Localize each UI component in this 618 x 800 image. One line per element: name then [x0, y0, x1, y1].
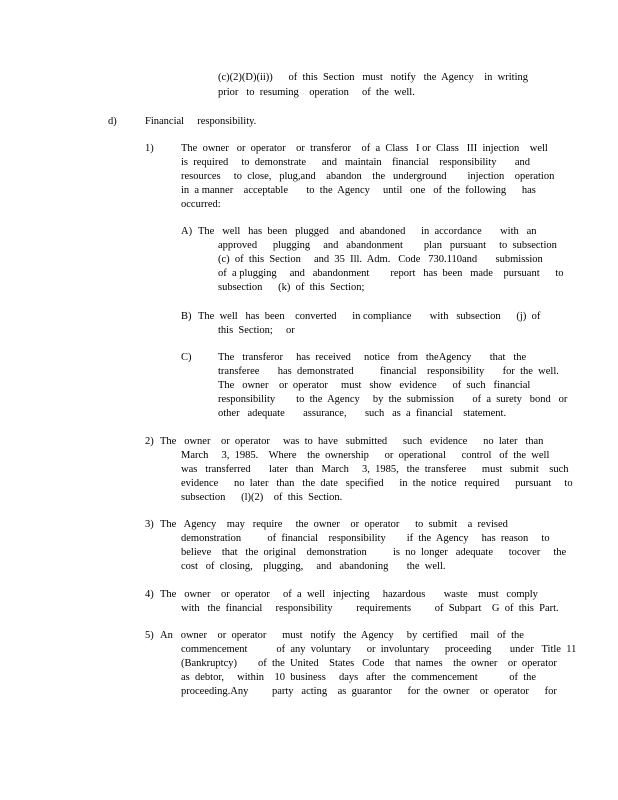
- paragraph-line: March 3, 1985. Where the ownership or operational control of the well: [181, 450, 550, 461]
- subparagraph-line: The owner or operator must show evidence of such financial: [218, 380, 531, 391]
- paragraph-line: occurred:: [181, 199, 221, 210]
- paragraph-line: demonstration of financial responsibility if the Agency has reason to: [181, 533, 550, 544]
- paragraph-line: believe that the original demonstration is no longer adequate tocover the: [181, 547, 567, 558]
- subparagraph-marker: C): [181, 352, 192, 363]
- paragraph-marker: 4): [145, 589, 154, 600]
- paragraph-line: The owner or operator of a well injecting hazardous waste must comply: [160, 589, 538, 600]
- paragraph-line: commencement of any voluntary or involuntary proceeding under Title 11: [181, 644, 577, 655]
- intro-line: (c)(2)(D)(ii)) of this Section must notify the Agency in writing: [218, 72, 528, 83]
- paragraph-line: evidence no later than the date specified in the notice required pursuant to: [181, 478, 573, 489]
- subparagraph-line: of a plugging and abandonment report has been made pursuant to: [218, 268, 564, 279]
- paragraph-line: with the financial responsibility requirements of Subpart G of this Part.: [181, 603, 559, 614]
- paragraph-line: cost of closing, plugging, and abandoning the well.: [181, 561, 446, 572]
- paragraph-line: The owner or operator was to have submitted such evidence no later than: [160, 436, 544, 447]
- subparagraph-line: approved plugging and abandonment plan pursuant to subsection: [218, 240, 557, 251]
- subparagraph-marker: B): [181, 311, 192, 322]
- paragraph-line: was transferred later than March 3, 1985, the transferee must submit such: [181, 464, 569, 475]
- paragraph-line: An owner or operator must notify the Agency by certified mail of the: [160, 630, 524, 641]
- subparagraph-line: The well has been converted in compliance with subsection (j) of: [198, 311, 541, 322]
- paragraph-line: (Bankruptcy) of the United States Code that names the owner or operator: [181, 658, 557, 669]
- paragraph-line: proceeding.Any party acting as guarantor for the owner or operator for: [181, 686, 557, 697]
- paragraph-line: is required to demonstrate and maintain financial responsibility and: [181, 157, 531, 168]
- intro-line: prior to resuming operation of the well.: [218, 87, 415, 98]
- paragraph-line: The owner or operator or transferor of a Class I or Class III injection well: [181, 143, 548, 154]
- paragraph-line: in a manner acceptable to the Agency until one of the following has: [181, 185, 536, 196]
- paragraph-line: as debtor, within 10 business days after the commencement of the: [181, 672, 537, 683]
- subparagraph-line: The well has been plugged and abandoned in accordance with an: [198, 226, 537, 237]
- paragraph-marker: 2): [145, 436, 154, 447]
- subparagraph-line: this Section; or: [218, 325, 295, 336]
- subparagraph-line: responsibility to the Agency by the submission of a surety bond or: [218, 394, 568, 405]
- paragraph-marker: 1): [145, 143, 154, 154]
- paragraph-line: The Agency may require the owner or operator to submit a revised: [160, 519, 508, 530]
- subparagraph-line: subsection (k) of this Section;: [218, 282, 365, 293]
- paragraph-line: resources to close, plug,and abandon the underground injection operation: [181, 171, 555, 182]
- paragraph-marker: 3): [145, 519, 154, 530]
- subparagraph-line: other adequate assurance, such as a financial statement.: [218, 408, 507, 419]
- section-heading: Financial responsibility.: [145, 116, 257, 127]
- subparagraph-line: The transferor has received notice from theAgency that the: [218, 352, 527, 363]
- subparagraph-line: (c) of this Section and 35 Ill. Adm. Code 730.110and submission: [218, 254, 543, 265]
- paragraph-marker: 5): [145, 630, 154, 641]
- subparagraph-marker: A): [181, 226, 193, 237]
- subparagraph-line: transferee has demonstrated financial responsibility for the well.: [218, 366, 559, 377]
- paragraph-line: subsection (l)(2) of this Section.: [181, 492, 343, 503]
- section-marker: d): [108, 116, 117, 127]
